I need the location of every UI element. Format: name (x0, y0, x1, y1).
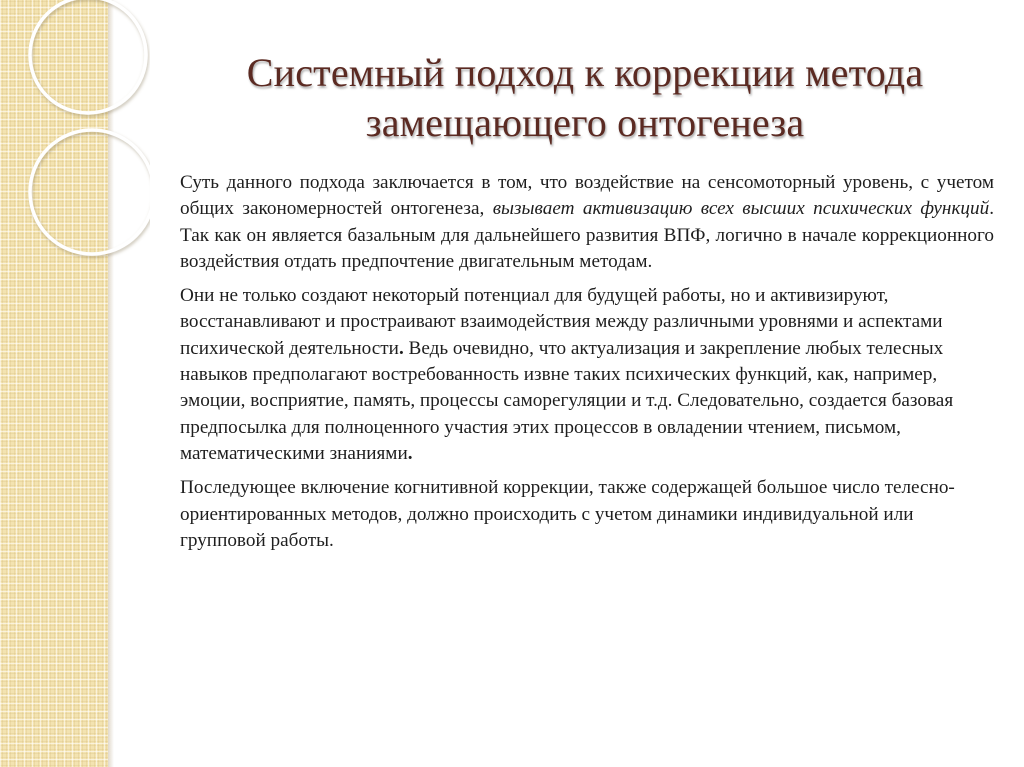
paragraph-3 (180, 475, 994, 554)
paragraph-2-bold-dot-2: . (407, 442, 413, 464)
paragraph-2-bold-dot-1: . (398, 337, 404, 359)
paragraph-1-text-a: Суть данного подхода заключается в том, что воздействие на сенсомоторный уровень, с учетом общих закономерностей онтогенеза, (180, 172, 994, 220)
paragraph-1 (180, 170, 994, 275)
paragraph-1-italic: вызывает активизацию всех высших психических функций (492, 198, 990, 220)
slide-title-line-1: Системный подход к коррекции метода (246, 50, 924, 95)
paragraph-2-text-b: Ведь очевидно, что актуализация и закрепление любых телесных навыков предполагают востребованность извне таких психических функций, как, например, эмоции, восприятие, память, процессы саморегуляции и т.д. Следовательно, создается базовая предпосылка для полноценного участия этих процессов в овладении чтением, письмом, математическими знаниями (180, 337, 954, 464)
paragraph-1-text-b: . Так как он является базальным для дальнейшего развития ВПФ, логично в начале коррекционного воздействия отдать предпочтение двигательным методам. (180, 198, 994, 272)
slide-body (180, 170, 994, 562)
decorative-rings-icon (0, 0, 150, 260)
slide-title (170, 48, 1000, 148)
decorative-ring-bottom (30, 130, 150, 254)
paragraph-3-text: Последующее включение когнитивной коррекции, также содержащей большое число телесно-ориентированных методов, должно происходить с учетом динамики индивидуальной или групповой работы. (180, 477, 955, 551)
slide-title-line-2: замещающего онтогенеза (365, 100, 805, 145)
paragraph-2-text-a: Они не только создают некоторый потенциал для будущей работы, но и активизируют, восстанавливают и простраивают взаимодействия между различными уровнями и аспектами психической деятельности (180, 285, 943, 359)
paragraph-2 (180, 283, 994, 467)
decorative-ring-top (30, 0, 146, 113)
